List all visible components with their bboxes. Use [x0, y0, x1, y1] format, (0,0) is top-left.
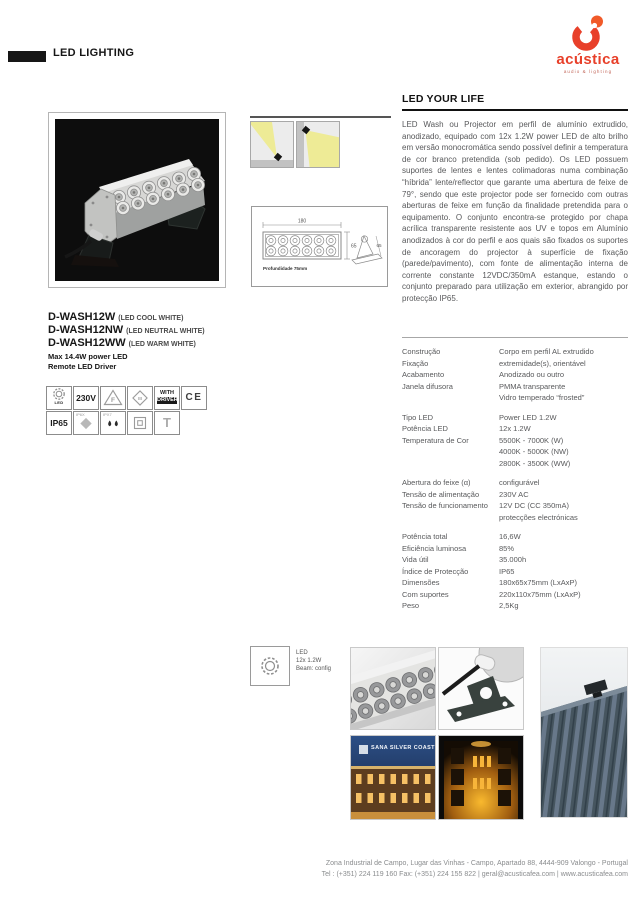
model-name: D-WASH12W: [48, 311, 116, 323]
model-variant: (LED WARM WHITE): [128, 341, 196, 348]
spec-label: Potência total: [402, 532, 448, 541]
spec-row: [402, 423, 628, 435]
spec-value: 2,5Kg: [499, 601, 519, 610]
spec-value: 12x 1.2W: [499, 424, 531, 433]
floor-strip: [251, 160, 293, 167]
spec-row: [402, 346, 628, 358]
divider: [402, 337, 628, 338]
spec-values: [499, 381, 628, 404]
footer-contacts: Tel : (+351) 224 119 160 Fax: (+351) 224 155 822 | geral@acusticafea.com | www.acusticafea.com: [321, 871, 628, 878]
spec-label: Temperatura de Cor: [402, 435, 469, 445]
badge-water-protection: [100, 411, 126, 435]
divider: [250, 116, 391, 118]
badge-label: IP65: [50, 418, 68, 428]
triangle-f-icon: [101, 387, 125, 409]
spec-label: Abertura do feixe (α): [402, 478, 471, 487]
spec-values: [499, 477, 628, 489]
beam-config-text: [296, 649, 331, 673]
spec-label: Eficiência luminosa: [402, 543, 467, 553]
badge-label: 230V: [76, 393, 96, 403]
brand-mark-icon: [569, 13, 607, 53]
spec-value: PMMA transparente: [499, 381, 566, 391]
led-beam-icon: [258, 654, 282, 678]
brand-tagline: audio & lighting: [563, 69, 613, 74]
badge-label: CE: [185, 392, 203, 403]
hotel-sign-text: SANA SILVER COAST: [371, 745, 435, 751]
spec-value: 12V DC (CC 350mA): [499, 501, 570, 510]
spec-value: Vidro temperado “frosted”: [499, 393, 585, 402]
spec-value: 85%: [499, 543, 515, 553]
product-photo-image: [55, 119, 219, 281]
spec-value: 16,6W: [499, 532, 521, 541]
model-line: [48, 333, 205, 349]
page-category: LED LIGHTING: [53, 47, 135, 59]
spec-row: [402, 381, 628, 404]
spec-values: [499, 346, 628, 358]
driver-note: Remote LED Driver: [48, 362, 117, 371]
footer-address: Zona Industrial de Campo, Lugar das Vinhas - Campo, Apartado 88, 4444-909 Valongo - Portugal: [325, 860, 628, 867]
badge-class-ii: [127, 411, 153, 435]
spec-label: Peso: [402, 601, 420, 610]
drawing-caption: Profundidade 75mm: [263, 266, 308, 271]
spec-row: [402, 489, 628, 501]
badge-230v: [73, 386, 99, 410]
badges-row-1: [46, 386, 208, 410]
intro-section: [402, 93, 628, 305]
spec-value: IP65: [499, 566, 515, 576]
spec-row: [402, 543, 628, 555]
spec-values: [499, 543, 628, 555]
spec-values: [499, 358, 628, 370]
spec-row: [402, 435, 628, 470]
model-variant: (LED NEUTRAL WHITE): [126, 328, 205, 335]
spec-values: [499, 412, 628, 424]
spec-values: [499, 435, 628, 470]
spec-value: 35.000h: [499, 555, 527, 564]
spec-values: [499, 489, 628, 501]
spec-label: Potência LED: [402, 424, 448, 433]
spec-values: [499, 589, 628, 601]
badge-dust-protection: [73, 411, 99, 435]
spec-row: [402, 589, 628, 601]
badge-label: T: [163, 415, 171, 430]
photo-mounting-bracket: [438, 647, 524, 730]
brand-name: acústica: [556, 51, 620, 68]
footer: [20, 858, 628, 880]
spec-row: [402, 412, 628, 424]
drawing-dim-width: 180: [297, 218, 307, 225]
model-line: [48, 307, 205, 323]
badge-led: [46, 386, 72, 410]
badge-class-iii: [127, 386, 153, 410]
model-list: [48, 307, 205, 349]
badge-label: DRIVER: [157, 396, 178, 403]
class-ii-icon: [128, 412, 152, 434]
spec-row: [402, 566, 628, 578]
spec-values: [499, 577, 628, 589]
spec-value: 220x110x75mm (LxAxP): [499, 589, 581, 599]
spec-value: protecções electrónicas: [499, 512, 578, 522]
spec-values: [499, 554, 628, 566]
badge-label: WITH: [159, 389, 175, 396]
class-iii-icon: [128, 387, 152, 409]
led-icon: [47, 387, 71, 401]
intro-title: LED YOUR LIFE: [402, 93, 628, 111]
badge-flammable-surface-f: [100, 386, 126, 410]
product-notes: [48, 352, 128, 372]
spec-value: extremidade(s), orientável: [499, 358, 586, 368]
photo-wall-mounted-fixture: [540, 647, 628, 818]
brand-logo: [548, 13, 628, 74]
photo-building-facade-night: [438, 735, 524, 820]
spec-value: 5500K - 7000K (W): [499, 435, 564, 445]
badge-with-driver: [154, 386, 180, 410]
spec-values: [499, 531, 628, 543]
badge-ip65: [46, 411, 72, 435]
badge-label: IPX7: [103, 412, 112, 417]
beam-config-icon-box: [250, 646, 290, 686]
beam-example-downlight: [296, 121, 340, 168]
spec-label: Fixação: [402, 358, 429, 368]
power-note: Max 14.4W power LED: [48, 352, 128, 361]
spec-row: [402, 500, 628, 523]
intro-body: LED Wash ou Projector em perfil de alumínio extrudido, anodizado, equipado com 12x 1.2W power LED de alto brilho em versão monocromática sendo possível definir a temperatura de cor branco pretendida (sob pedido). Os LED possuem suportes de lentes e lentes colimadoras numa combinação “híbrida” lente/reflector que garante uma abertura de feixe de 79°, sendo que este projector pode ser fornecido com outras aberturas de feixe em função da finalidade pretendida para o equipamento. O conjunto encontra-se protegido por chapa acrílica transparente resistente aos UV e topos em Alumínio anodizados à cor do perfil e aos quais são fixados os suportes de ancoragem do projector à superfície de fixação (parede/pavimento), com fonte de alimentação interna de corrente constante 12VDC/350mA estanque, estando o conjunto preparado para utilização em exterior, abrangido por protecção IP65.: [402, 120, 628, 303]
spec-row: [402, 477, 628, 489]
spec-values: [499, 566, 628, 578]
spec-value: 230V AC: [499, 489, 529, 499]
product-photo: [48, 112, 226, 288]
beam-example-uplight: [250, 121, 294, 168]
spec-row: [402, 369, 628, 381]
spec-values: [499, 369, 628, 381]
beam-config-line: 12x 1.2W: [296, 658, 322, 664]
photo-hotel-facade-night: [350, 735, 436, 820]
header-accent-bar: [8, 51, 46, 62]
badge-label: F: [111, 397, 115, 404]
badges-row-2: [46, 411, 181, 435]
spec-label: Tensão de funcionamento: [402, 501, 488, 510]
spec-label: Com suportes: [402, 589, 449, 599]
beam-config-line: LED: [296, 650, 308, 656]
drawing-dim-side: 65: [376, 243, 382, 248]
spec-values: [499, 423, 628, 435]
model-name: D-WASH12NW: [48, 324, 124, 336]
badge-label: LED: [54, 400, 64, 405]
spec-label: Construção: [402, 347, 441, 356]
spec-label: Janela difusora: [402, 381, 453, 391]
badge-label: III: [138, 395, 142, 401]
spec-row: [402, 600, 628, 612]
spec-label: Tensão de alimentação: [402, 489, 480, 499]
model-line: [48, 320, 205, 336]
spec-table: [402, 346, 628, 612]
spec-label: Dimensões: [402, 578, 440, 587]
spec-row: [402, 577, 628, 589]
spec-row: [402, 554, 628, 566]
beam-config-line: Beam: config: [296, 666, 332, 672]
model-name: D-WASH12WW: [48, 337, 126, 349]
spec-label: Acabamento: [402, 370, 445, 379]
spec-value: Anodizado ou outro: [499, 370, 565, 379]
spec-row: [402, 531, 628, 543]
spec-value: 2800K - 3500K (WW): [499, 458, 571, 468]
spec-row: [402, 358, 628, 370]
spec-value: 180x65x75mm (LxAxP): [499, 578, 577, 587]
spec-value: configurável: [499, 478, 540, 487]
badge-mount-t: [154, 411, 180, 435]
spec-label: Índice de Protecção: [402, 566, 469, 576]
spec-value: 4000K - 5000K (NW): [499, 447, 569, 456]
drawing-dim-height: 65: [351, 243, 357, 250]
photo-led-array-closeup: [350, 647, 436, 730]
spec-value: Corpo em perfil AL extrudido: [499, 347, 594, 356]
technical-drawing: [251, 206, 388, 287]
badge-ce-mark: [181, 386, 207, 410]
spec-label: Tipo LED: [402, 412, 433, 422]
spec-values: [499, 500, 628, 523]
model-variant: (LED COOL WHITE): [118, 315, 184, 322]
technical-drawing-svg: [252, 207, 385, 284]
badge-label: IP6X: [76, 412, 85, 417]
spec-label: Vida útil: [402, 555, 429, 564]
spec-values: [499, 600, 628, 612]
spec-value: Power LED 1.2W: [499, 412, 557, 422]
